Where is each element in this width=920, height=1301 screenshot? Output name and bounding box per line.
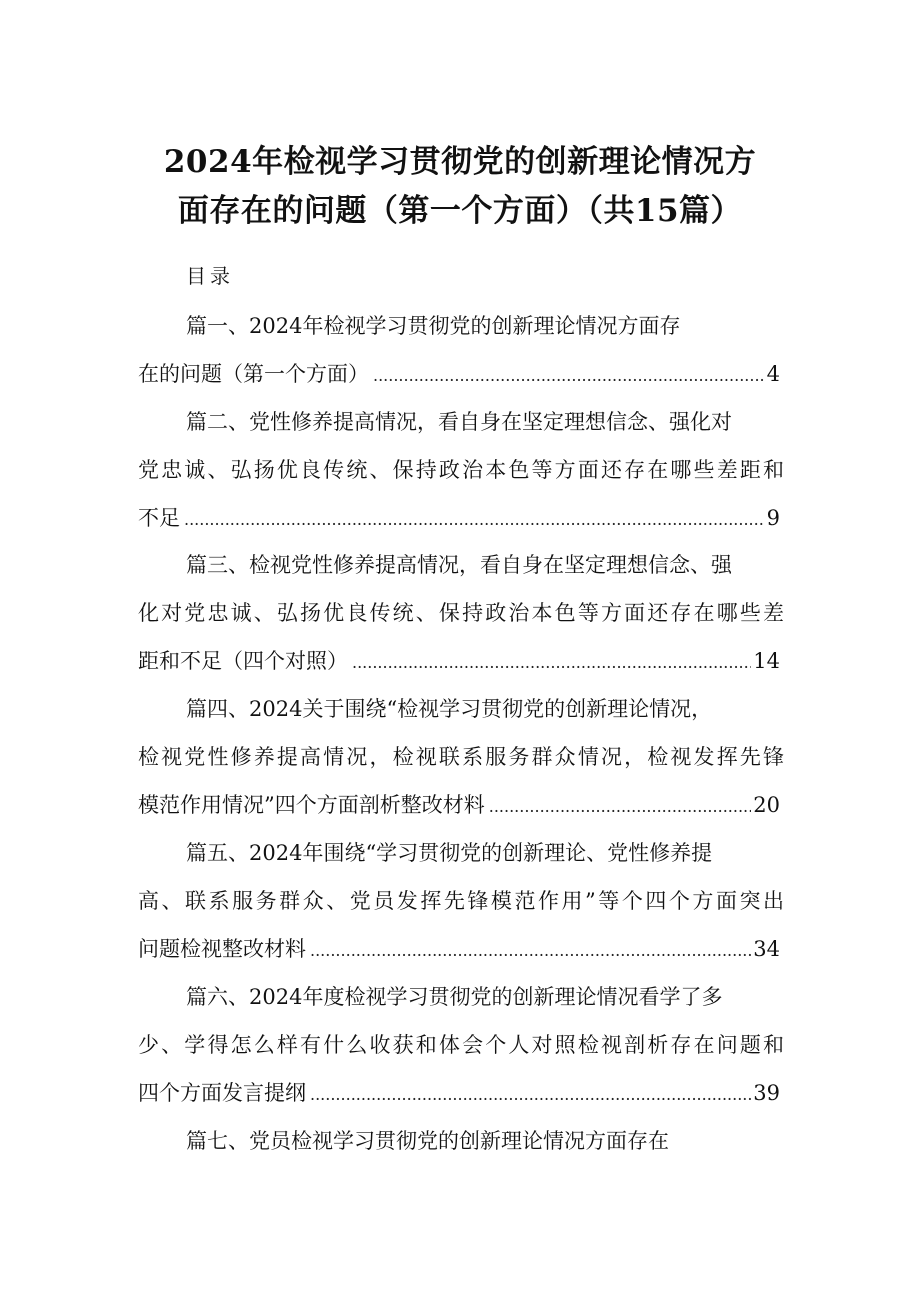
document-title-line-1: 2024年检视学习贯彻党的创新理论情况方 xyxy=(163,144,757,180)
toc-entry-2-line-2[interactable]: 党忠诚、弘扬优良传统、保持政治本色等方面还存在哪些差距和 xyxy=(138,458,784,482)
toc-entry-6-line-1[interactable]: 篇六、2024年度检视学习贯彻党的创新理论情况看学了多 xyxy=(186,985,723,1009)
document-title-line-2: 面存在的问题（第一个方面）（共15篇） xyxy=(177,193,743,229)
toc-entry-1-page: 4 xyxy=(766,362,780,386)
toc-entry-5-page: 34 xyxy=(753,937,780,961)
toc-entry-7-line-1[interactable]: 篇七、党员检视学习贯彻党的创新理论情况方面存在 xyxy=(186,1129,669,1153)
toc-entry-3-line-2[interactable]: 化对党忠诚、弘扬优良传统、保持政治本色等方面还存在哪些差 xyxy=(138,601,784,625)
toc-entry-5-leader xyxy=(310,936,751,966)
toc-entry-3-last-line[interactable] xyxy=(138,646,780,678)
toc-entry-5-text: 问题检视整改材料 xyxy=(138,937,306,961)
toc-entry-4-text: 模范作用情况”四个方面剖析整改材料 xyxy=(138,793,485,817)
toc-entry-2-leader xyxy=(184,505,765,535)
toc-entry-2-page: 9 xyxy=(766,506,780,530)
toc-entry-1-last-line[interactable] xyxy=(138,359,780,391)
toc-entry-6-page: 39 xyxy=(753,1081,780,1105)
toc-entry-6-line-2[interactable]: 少、学得怎么样有什么收获和体会个人对照检视剖析存在问题和 xyxy=(138,1033,784,1057)
toc-entry-6-last-line[interactable] xyxy=(138,1078,780,1110)
toc-entry-5-line-2[interactable]: 高、联系服务群众、党员发挥先锋模范作用”等个四个方面突出 xyxy=(138,889,784,913)
toc-entry-2-line-1[interactable]: 篇二、党性修养提高情况，看自身在坚定理想信念、强化对 xyxy=(186,410,732,434)
toc-entry-6-text: 四个方面发言提纲 xyxy=(138,1081,306,1105)
toc-entry-1-line-1[interactable]: 篇一、2024年检视学习贯彻党的创新理论情况方面存 xyxy=(186,314,681,338)
toc-entry-3-page: 14 xyxy=(753,649,780,673)
toc-entry-2-last-line[interactable] xyxy=(138,503,780,535)
toc-entry-4-line-1[interactable]: 篇四、2024关于围绕“检视学习贯彻党的创新理论情况， xyxy=(186,697,713,721)
toc-heading: 目录 xyxy=(186,264,234,288)
toc-entry-3-leader xyxy=(352,648,751,678)
toc-entry-5-line-1[interactable]: 篇五、2024年围绕“学习贯彻党的创新理论、党性修养提 xyxy=(186,841,713,865)
toc-entry-6-leader xyxy=(310,1080,751,1110)
toc-entry-3-line-1[interactable]: 篇三、检视党性修养提高情况，看自身在坚定理想信念、强 xyxy=(186,553,732,577)
toc-entry-1-text: 在的问题（第一个方面） xyxy=(138,362,369,386)
toc-entry-2-text: 不足 xyxy=(138,506,180,530)
toc-entry-4-line-2[interactable]: 检视党性修养提高情况，检视联系服务群众情况，检视发挥先锋 xyxy=(138,745,784,769)
toc-entry-4-page: 20 xyxy=(753,793,780,817)
toc-entry-1-leader xyxy=(373,361,765,391)
toc-entry-3-text: 距和不足（四个对照） xyxy=(138,649,348,673)
toc-entry-4-last-line[interactable] xyxy=(138,790,780,822)
toc-entry-5-last-line[interactable] xyxy=(138,934,780,966)
toc-entry-4-leader xyxy=(489,792,752,822)
